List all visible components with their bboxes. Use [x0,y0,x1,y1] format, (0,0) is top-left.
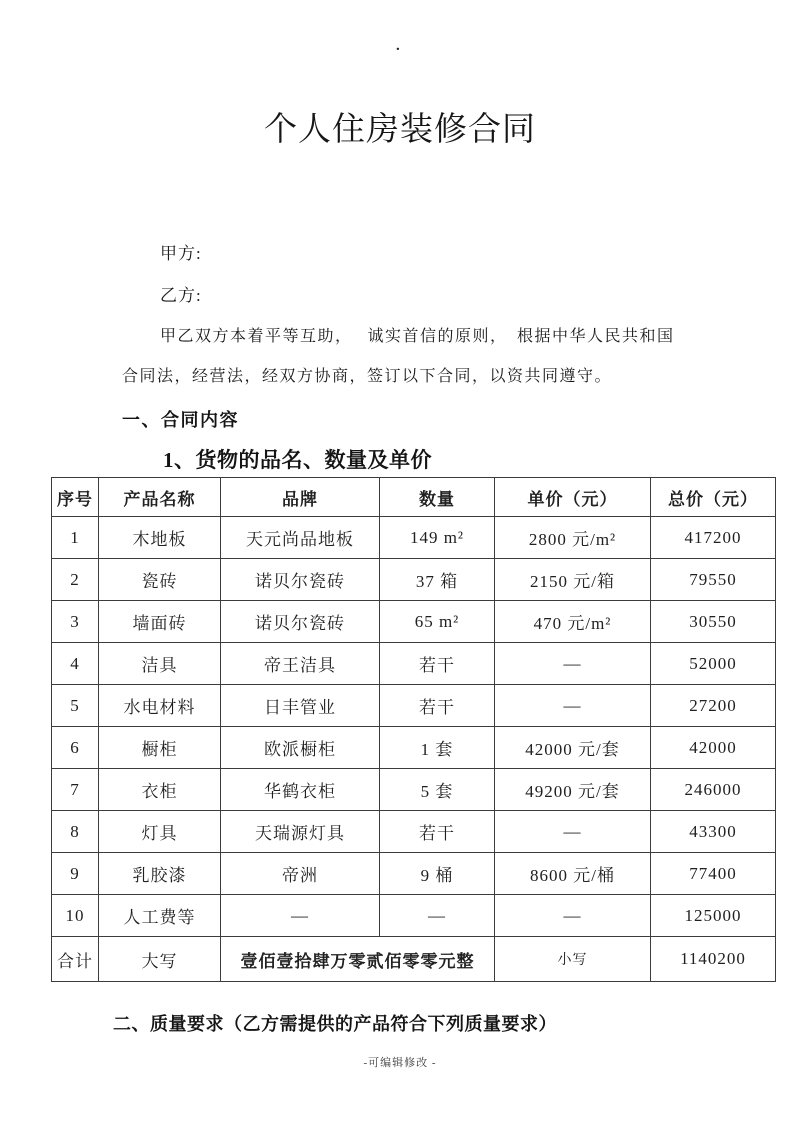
table-cell: — [495,643,651,685]
table-cell: 帝王洁具 [221,643,380,685]
table-cell: — [495,811,651,853]
col-header-unit-price: 单价（元） [495,478,651,517]
table-cell: 华鹤衣柜 [221,769,380,811]
amount-in-words-label-cell: 大写 [99,937,221,982]
table-cell: 9 [52,853,99,895]
table-cell: 9 桶 [380,853,495,895]
table-cell: 橱柜 [99,727,221,769]
table-cell: 42000 元/套 [495,727,651,769]
table-cell: 2800 元/m² [495,517,651,559]
table-cell: 水电材料 [99,685,221,727]
table-cell: 470 元/m² [495,601,651,643]
table-cell: 5 套 [380,769,495,811]
table-cell: 149 m² [380,517,495,559]
table-cell: 417200 [651,517,776,559]
amount-in-words-value-cell: 壹佰壹拾肆万零贰佰零零元整 [221,937,495,982]
table-cell: — [221,895,380,937]
table-cell: — [495,685,651,727]
table-cell: 77400 [651,853,776,895]
table-cell: 欧派橱柜 [221,727,380,769]
section-2-heading: 二、质量要求（乙方需提供的产品符合下列质量要求） [113,1014,557,1034]
table-cell: 246000 [651,769,776,811]
table-cell: 5 [52,685,99,727]
party-a-label: 甲方: [160,244,202,263]
table-cell: 6 [52,727,99,769]
table-cell: 1 [52,517,99,559]
table-cell: 52000 [651,643,776,685]
table-cell: 65 m² [380,601,495,643]
table-cell: 8600 元/桶 [495,853,651,895]
table-cell: 日丰管业 [221,685,380,727]
col-header-brand: 品牌 [221,478,380,517]
amount-in-figures-value-cell: 1140200 [651,937,776,982]
intro-paragraph-line1: 甲乙双方本着平等互助， 诚实首信的原则， 根据中华人民共和国 [160,328,675,345]
table-row [52,769,776,811]
col-header-total-price: 总价（元） [651,478,776,517]
table-cell: 10 [52,895,99,937]
table-cell: 79550 [651,559,776,601]
table-cell: — [495,895,651,937]
table-cell: 天瑞源灯具 [221,811,380,853]
table-cell: 1 套 [380,727,495,769]
table-cell: 8 [52,811,99,853]
table-cell: 30550 [651,601,776,643]
table-row [52,517,776,559]
table-cell: 49200 元/套 [495,769,651,811]
table-cell: — [380,895,495,937]
table-header-row [52,478,776,517]
table-row [52,643,776,685]
table-cell: 乳胶漆 [99,853,221,895]
table-row [52,685,776,727]
amount-in-figures-label-cell: 小写 [495,937,651,982]
stray-dot: . [396,38,400,54]
table-cell: 木地板 [99,517,221,559]
table-cell: 人工费等 [99,895,221,937]
price-table [51,477,776,982]
document-title: 个人住房装修合同 [264,112,536,148]
table-cell: 瓷砖 [99,559,221,601]
table-cell: 若干 [380,685,495,727]
table-cell: 灯具 [99,811,221,853]
table-row [52,811,776,853]
table-cell: 42000 [651,727,776,769]
table-cell: 墙面砖 [99,601,221,643]
table-cell: 衣柜 [99,769,221,811]
table-cell: 4 [52,643,99,685]
intro-paragraph-line2: 合同法，经营法，经双方协商，签订以下合同，以资共同遵守。 [122,368,613,385]
table-cell: 2 [52,559,99,601]
table-cell: 诺贝尔瓷砖 [221,601,380,643]
table-cell: 诺贝尔瓷砖 [221,559,380,601]
col-header-quantity: 数量 [380,478,495,517]
table-cell: 若干 [380,643,495,685]
table-cell: 27200 [651,685,776,727]
table-cell: 125000 [651,895,776,937]
table-cell: 帝洲 [221,853,380,895]
table-cell: 天元尚品地板 [221,517,380,559]
table-row [52,601,776,643]
table-cell: 7 [52,769,99,811]
table-cell: 43300 [651,811,776,853]
table-cell: 若干 [380,811,495,853]
section-1-subheading: 1、货物的品名、数量及单价 [163,448,432,472]
col-header-index: 序号 [52,478,99,517]
table-cell: 37 箱 [380,559,495,601]
table-cell: 洁具 [99,643,221,685]
col-header-product-name: 产品名称 [99,478,221,517]
table-row [52,559,776,601]
table-cell: 2150 元/箱 [495,559,651,601]
party-b-label: 乙方: [160,286,202,305]
total-label-cell: 合计 [52,937,99,982]
table-total-row [52,937,776,982]
table-row [52,895,776,937]
table-row [52,853,776,895]
table-row [52,727,776,769]
table-cell: 3 [52,601,99,643]
footer-note: -可编辑修改 - [363,1057,437,1069]
section-1-heading: 一、合同内容 [122,410,239,430]
